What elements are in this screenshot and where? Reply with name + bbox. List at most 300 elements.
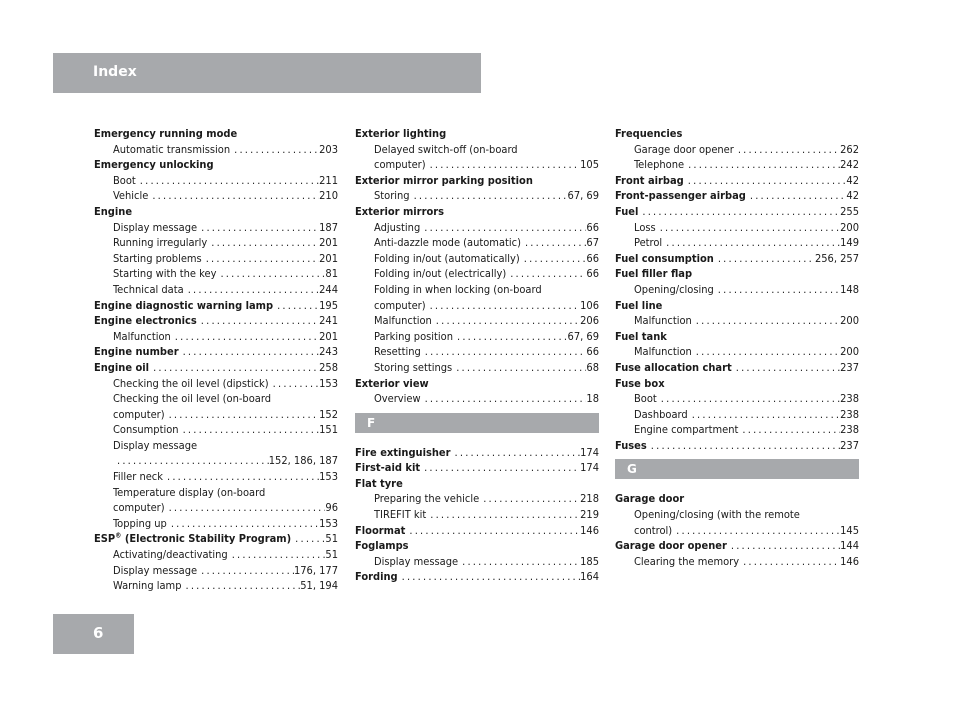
entry-page-ref: 106: [580, 298, 599, 312]
index-entry: [355, 126, 599, 142]
entry-term: Running irregularly: [113, 236, 208, 250]
index-subentry: [355, 507, 599, 523]
index-subentry: [94, 188, 338, 204]
index-subentry: [355, 266, 599, 282]
index-entry: [355, 538, 599, 554]
dot-leader: [647, 438, 840, 454]
index-subentry: [94, 391, 338, 407]
dot-leader: [451, 445, 581, 461]
entry-page-ref: 238: [840, 407, 859, 421]
entry-term: Foglamps: [355, 539, 409, 553]
entry-page-ref: 66: [586, 267, 599, 281]
entry-term: Frequencies: [615, 127, 683, 140]
dot-leader: [179, 344, 320, 360]
entry-term: Malfunction: [374, 314, 432, 328]
page-title: Index: [93, 64, 137, 80]
index-subentry: [615, 407, 859, 423]
entry-term: control): [634, 523, 673, 537]
entry-term: computer): [113, 501, 165, 515]
entry-page-ref: 66: [586, 345, 599, 359]
entry-term: Checking the oil level (dipstick): [113, 376, 269, 390]
entry-term: Anti-dazzle mode (automatic): [374, 236, 521, 250]
index-subentry: [94, 485, 338, 501]
index-subentry: [94, 453, 338, 469]
entry-term: Dashboard: [634, 407, 688, 421]
dot-leader: [230, 142, 319, 158]
entry-page-ref: 243: [319, 345, 338, 359]
entry-term: Technical data: [113, 282, 184, 296]
entry-term: Floormat: [355, 523, 406, 537]
dot-leader: [657, 391, 840, 407]
index-subentry: [94, 422, 338, 438]
entry-page-ref: 153: [319, 470, 338, 484]
index-subentry: [355, 554, 599, 570]
index-entry: [355, 445, 599, 461]
dot-leader: [405, 523, 580, 539]
dot-leader: [420, 460, 580, 476]
index-subentry: [94, 235, 338, 251]
entry-term: Garage door opener: [634, 142, 734, 156]
dot-leader: [521, 235, 586, 251]
entry-page-ref: 66: [586, 220, 599, 234]
entry-page-ref: 152, 186, 187: [268, 454, 338, 468]
dot-leader: [714, 251, 815, 267]
index-entry: [355, 173, 599, 189]
dot-leader: [207, 235, 319, 251]
entry-page-ref: 66: [586, 251, 599, 265]
dot-leader: [197, 220, 319, 236]
dot-leader: [421, 344, 587, 360]
entry-page-ref: 256, 257: [814, 251, 859, 265]
dot-leader: [426, 507, 580, 523]
entry-term: Loss: [634, 220, 656, 234]
entry-page-ref: 185: [580, 554, 599, 568]
index-entry: [94, 126, 338, 142]
entry-page-ref: 218: [580, 492, 599, 506]
index-entry: [615, 126, 859, 142]
entry-term: Fuel filler flap: [615, 267, 693, 281]
entry-page-ref: 201: [319, 251, 338, 265]
index-letter-heading: G: [615, 459, 859, 479]
index-subentry: [94, 173, 338, 189]
dot-leader: [165, 500, 326, 516]
entry-page-ref: 200: [840, 345, 859, 359]
index-subentry: [355, 313, 599, 329]
entry-term: Boot: [634, 392, 657, 406]
entry-page-ref: 67: [586, 236, 599, 250]
index-subentry: [355, 360, 599, 376]
entry-page-ref: 237: [840, 360, 859, 374]
index-entry: [355, 460, 599, 476]
entry-term: Fuel line: [615, 298, 663, 312]
entry-term: Telephone: [634, 158, 685, 172]
entry-page-ref: 42: [846, 189, 859, 203]
index-subentry: [355, 251, 599, 267]
entry-term-part: (Electronic Stability Program): [121, 532, 292, 546]
entry-term: Parking position: [374, 329, 453, 343]
dot-leader: [738, 422, 840, 438]
dot-leader: [714, 282, 840, 298]
index-subentry: [94, 438, 338, 454]
index-subentry: [355, 491, 599, 507]
entry-term: First-aid kit: [355, 461, 421, 475]
entry-term: Preparing the vehicle: [374, 492, 480, 506]
entry-page-ref: 238: [840, 423, 859, 437]
entry-page-ref: 68: [586, 360, 599, 374]
index-entry: [615, 329, 859, 345]
entry-term: Storing settings: [374, 360, 453, 374]
index-subentry: [615, 313, 859, 329]
dot-leader: [291, 531, 325, 547]
entry-term: Front airbag: [615, 173, 684, 187]
dot-leader: [269, 376, 319, 392]
index-entry: [615, 188, 859, 204]
index-subentry: [355, 298, 599, 314]
entry-term: Garage door opener: [615, 539, 727, 553]
index-letter-heading: F: [355, 413, 599, 433]
index-subentry: [94, 578, 338, 594]
entry-page-ref: 258: [319, 360, 338, 374]
entry-term: Engine oil: [94, 360, 150, 374]
index-subentry: [94, 469, 338, 485]
index-entry: [94, 344, 338, 360]
entry-term: computer): [374, 298, 426, 312]
dot-leader: [163, 469, 319, 485]
entry-page-ref: 151: [319, 423, 338, 437]
entry-term: Warning lamp: [113, 579, 182, 593]
index-entry: [355, 204, 599, 220]
entry-term: Exterior lighting: [355, 127, 447, 140]
index-subentry: [94, 407, 338, 423]
dot-leader: [420, 220, 586, 236]
index-entry: [615, 360, 859, 376]
index-subentry: [615, 235, 859, 251]
index-subentry: [615, 422, 859, 438]
dot-leader: [479, 491, 580, 507]
dot-leader: [732, 360, 840, 376]
entry-term: Checking the oil level (on-board: [113, 392, 271, 406]
dot-leader: [452, 360, 586, 376]
entry-page-ref: 148: [840, 282, 859, 296]
dot-leader: [136, 173, 319, 189]
dot-leader: [410, 188, 568, 204]
entry-page-ref: 195: [319, 298, 338, 312]
entry-term: computer): [374, 158, 426, 172]
entry-page-ref: 152: [319, 407, 338, 421]
dot-leader: [167, 516, 319, 532]
entry-page-ref: 51, 194: [300, 579, 338, 593]
index-entry: [94, 204, 338, 220]
dot-leader: [684, 157, 840, 173]
entry-page-ref: 67, 69: [567, 189, 599, 203]
dot-leader: [421, 391, 587, 407]
entry-term: Display message: [374, 554, 459, 568]
entry-term: Fire extinguisher: [355, 445, 451, 459]
index-subentry: [615, 507, 859, 523]
entry-page-ref: 174: [580, 445, 599, 459]
index-entry: [615, 538, 859, 554]
dot-leader: [746, 188, 847, 204]
entry-page-ref: 145: [840, 523, 859, 537]
entry-page-ref: 149: [840, 236, 859, 250]
entry-page-ref: 67, 69: [567, 329, 599, 343]
entry-term: Starting problems: [113, 251, 202, 265]
dot-leader: [171, 329, 319, 345]
dot-leader: [727, 538, 840, 554]
index-entry: [94, 298, 338, 314]
entry-term: Display message: [113, 438, 198, 452]
index-subentry: [94, 547, 338, 563]
entry-page-ref: 42: [846, 173, 859, 187]
dot-leader: [656, 220, 840, 236]
entry-term: Resetting: [374, 345, 421, 359]
index-entry: [615, 376, 859, 392]
index-subentry: [355, 142, 599, 158]
dot-leader: [197, 563, 294, 579]
entry-term: Fuel tank: [615, 329, 667, 343]
index-subentry: [355, 344, 599, 360]
dot-leader: [273, 298, 319, 314]
index-entry: [94, 360, 338, 376]
index-entry: [615, 173, 859, 189]
index-entry: [94, 313, 338, 329]
entry-term: Flat tyre: [355, 476, 403, 490]
dot-leader: [113, 453, 269, 469]
entry-term: Emergency running mode: [94, 127, 238, 140]
index-subentry: [94, 516, 338, 532]
index-subentry: [615, 344, 859, 360]
entry-page-ref: 242: [840, 158, 859, 172]
entry-term: Fuel consumption: [615, 251, 714, 265]
entry-page-ref: 200: [840, 314, 859, 328]
dot-leader: [398, 569, 581, 585]
entry-term: Engine diagnostic warning lamp: [94, 298, 274, 312]
entry-page-ref: 153: [319, 376, 338, 390]
dot-leader: [672, 523, 840, 539]
entry-term: Temperature display (on-board: [113, 485, 266, 499]
entry-page-ref: 244: [319, 282, 338, 296]
entry-term: Malfunction: [634, 314, 692, 328]
dot-leader: [458, 554, 580, 570]
entry-term: Folding in/out (automatically): [374, 251, 520, 265]
entry-term: Opening/closing: [634, 282, 714, 296]
index-subentry: [355, 235, 599, 251]
dot-leader: [432, 313, 580, 329]
entry-term: Exterior mirrors: [355, 204, 445, 218]
entry-term: Garage door: [615, 492, 685, 506]
dot-leader: [184, 282, 319, 298]
index-subentry: [355, 157, 599, 173]
index-column-2: [355, 126, 599, 585]
page-number-tab: [53, 614, 134, 654]
entry-page-ref: 51: [325, 532, 338, 546]
entry-page-ref: 164: [580, 570, 599, 584]
entry-term: Engine: [94, 204, 133, 218]
entry-term: Opening/closing (with the remote: [634, 508, 800, 522]
index-subentry: [94, 500, 338, 516]
entry-term: Engine number: [94, 345, 179, 359]
entry-term: Folding in when locking (on-board: [374, 282, 542, 296]
entry-page-ref: 262: [840, 142, 859, 156]
index-subentry: [355, 391, 599, 407]
index-subentry: [94, 563, 338, 579]
dot-leader: [684, 173, 847, 189]
index-entry: [355, 569, 599, 585]
index-subentry: [94, 376, 338, 392]
entry-term: [94, 531, 291, 547]
entry-page-ref: 206: [580, 314, 599, 328]
entry-page-ref: 201: [319, 236, 338, 250]
dot-leader: [638, 204, 840, 220]
index-subentry: [615, 554, 859, 570]
entry-term: Fording: [355, 570, 398, 584]
entry-page-ref: 81: [325, 267, 338, 281]
entry-term: Filler neck: [113, 470, 163, 484]
index-entry: [615, 298, 859, 314]
index-column-1: [94, 126, 338, 594]
entry-term: Consumption: [113, 423, 179, 437]
index-subentry: [94, 142, 338, 158]
entry-term: Fuse allocation chart: [615, 360, 732, 374]
entry-page-ref: 153: [319, 516, 338, 530]
index-subentry: [615, 220, 859, 236]
entry-page-ref: 146: [580, 523, 599, 537]
dot-leader: [739, 554, 840, 570]
entry-page-ref: 18: [586, 392, 599, 406]
entry-term: Overview: [374, 392, 421, 406]
page-number: 6: [93, 624, 104, 642]
index-subentry: [355, 188, 599, 204]
index-subentry: [355, 220, 599, 236]
index-subentry: [615, 391, 859, 407]
entry-term: Automatic transmission: [113, 142, 231, 156]
entry-term: Display message: [113, 563, 198, 577]
index-entry: [615, 491, 859, 507]
header-bar: [53, 53, 481, 93]
entry-page-ref: 176, 177: [293, 563, 338, 577]
index-subentry: [615, 523, 859, 539]
entry-term: Fuse box: [615, 376, 665, 390]
entry-term: Fuses: [615, 438, 647, 452]
entry-term: Delayed switch-off (on-board: [374, 142, 518, 156]
entry-term: Emergency unlocking: [94, 158, 214, 172]
entry-term: Display message: [113, 220, 198, 234]
index-subentry: [94, 220, 338, 236]
index-entry: [355, 376, 599, 392]
dot-leader: [202, 251, 319, 267]
entry-page-ref: 237: [840, 438, 859, 452]
entry-term-part: ESP: [94, 532, 116, 546]
dot-leader: [426, 157, 581, 173]
entry-term: Activating/deactivating: [113, 548, 228, 562]
entry-page-ref: 238: [840, 392, 859, 406]
entry-page-ref: 144: [840, 539, 859, 553]
entry-page-ref: 174: [580, 461, 599, 475]
dot-leader: [197, 313, 319, 329]
entry-term: Petrol: [634, 236, 663, 250]
entry-page-ref: 51: [325, 548, 338, 562]
entry-term: Malfunction: [634, 345, 692, 359]
dot-leader: [181, 578, 300, 594]
dot-leader: [506, 266, 586, 282]
dot-leader: [216, 266, 325, 282]
entry-term: Vehicle: [113, 189, 149, 203]
entry-term: Storing: [374, 189, 410, 203]
index-column-3: [615, 126, 859, 569]
entry-term: Folding in/out (electrically): [374, 267, 507, 281]
entry-term: Exterior view: [355, 376, 429, 390]
index-entry: [615, 204, 859, 220]
index-subentry: [615, 157, 859, 173]
entry-term: Malfunction: [113, 329, 171, 343]
index-entry: [355, 476, 599, 492]
entry-page-ref: 105: [580, 158, 599, 172]
index-subentry: [355, 329, 599, 345]
entry-term: Adjusting: [374, 220, 421, 234]
index-subentry: [94, 282, 338, 298]
index-entry: [615, 266, 859, 282]
dot-leader: [148, 188, 319, 204]
dot-leader: [662, 235, 840, 251]
dot-leader: [165, 407, 320, 423]
dot-leader: [179, 422, 320, 438]
entry-page-ref: 201: [319, 329, 338, 343]
entry-term: TIREFIT kit: [374, 508, 427, 522]
entry-page-ref: 200: [840, 220, 859, 234]
index-subentry: [355, 282, 599, 298]
index-subentry: [94, 329, 338, 345]
entry-term: Fuel: [615, 204, 639, 218]
dot-leader: [734, 142, 840, 158]
entry-page-ref: 211: [319, 173, 338, 187]
entry-term: Boot: [113, 173, 136, 187]
entry-term: Engine electronics: [94, 314, 197, 328]
entry-page-ref: 96: [325, 501, 338, 515]
registered-mark: ®: [115, 531, 122, 540]
index-entry: [615, 251, 859, 267]
index-entry: [355, 523, 599, 539]
entry-page-ref: 219: [580, 508, 599, 522]
dot-leader: [692, 313, 840, 329]
index-subentry: [615, 142, 859, 158]
index-subentry: [94, 251, 338, 267]
entry-page-ref: 255: [840, 204, 859, 218]
entry-page-ref: 210: [319, 189, 338, 203]
entry-term: Clearing the memory: [634, 554, 740, 568]
dot-leader: [688, 407, 840, 423]
entry-term: Front-passenger airbag: [615, 189, 746, 203]
index-entry: [94, 157, 338, 173]
dot-leader: [228, 547, 326, 563]
entry-term: Topping up: [113, 516, 167, 530]
index-entry: [94, 531, 338, 547]
entry-term: Engine compartment: [634, 423, 739, 437]
dot-leader: [520, 251, 587, 267]
entry-page-ref: 203: [319, 142, 338, 156]
entry-term: computer): [113, 407, 165, 421]
entry-page-ref: 187: [319, 220, 338, 234]
index-subentry: [615, 282, 859, 298]
entry-page-ref: 146: [840, 554, 859, 568]
entry-page-ref: 241: [319, 314, 338, 328]
dot-leader: [426, 298, 581, 314]
index-entry: [615, 438, 859, 454]
dot-leader: [453, 329, 568, 345]
entry-term: Starting with the key: [113, 267, 217, 281]
entry-term: Exterior mirror parking position: [355, 173, 533, 187]
index-subentry: [94, 266, 338, 282]
dot-leader: [149, 360, 319, 376]
